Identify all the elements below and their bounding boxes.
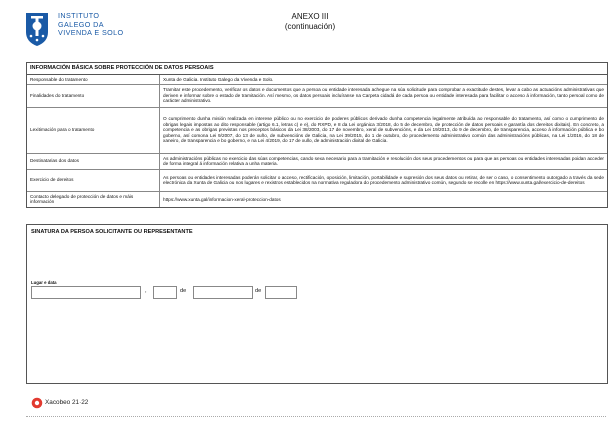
footer-logo	[31, 397, 131, 409]
place-date-label: Lugar e data	[31, 280, 57, 285]
row-label: Destinatarias dos datos	[27, 153, 160, 169]
footer-brand: Xacobeo 21·22	[45, 399, 89, 406]
day-field[interactable]	[153, 286, 177, 299]
place-field[interactable]	[31, 286, 141, 299]
galicia-emblem-icon	[22, 10, 52, 48]
footer-divider	[26, 416, 606, 417]
row-label: Lexitimación para o tratamento	[27, 107, 160, 153]
row-label: Finalidades do tratamento	[27, 84, 160, 107]
institution-name	[58, 12, 124, 38]
row-value: O cumprimento dunha misión realizada en interese público ou no exercicio de poderes públicos derivado dunha competencia legalmente atribuída ao responsable do tratamento, así como o cumprimento de obrigas legais impostas ao dito responsable (artigo 6.1, letras c) e e), do RXPD, e 8 da Lei orgánica 3/2018, do 5 de decembro, de protección de datos persoais e garantía dos dereitos dixitais). En concreto, a competencia e as obrigas previstas nos preceptos básicos da Lei 38/2003, do 17 de novembro, xeral de subvencións, e da Lei 19/2013, do 9 de decembro, de transparencia, acceso á información pública e bo goberno, así comona Lei 9/2007, do 13 de xuño, de subvencións de Galicia, na Lei 39/2015, do 1 de outubro, do procedemento administrativo común das administracións públicas, na Lei 1/2016, do 18 de xaneiro, de transparencia e bo goberno, e na Lei 4/2019, do 17 de xullo, de administración dixital de Galicia.	[160, 107, 608, 153]
table-row	[27, 75, 607, 84]
row-value: As persoas ou entidades interesadas poderán solicitar o acceso, rectificación, oposición, limitación, portabilidade e supresión dos seus datos ou retirar, de ser o caso, o consentimento outorgado a través da sede electrónica da Xunta de Galicia ou nos lugares e rexistros establecidos na normativa reguladora do procedemento administrativo común, segundo se recolle en https://www.xunta.gal/exercicio-de-dereitos	[160, 169, 608, 191]
data-protection-table	[27, 75, 607, 207]
row-label: Contacto delegado de protección de datos e máis información	[27, 191, 160, 207]
table-row	[27, 191, 607, 207]
row-value: Xunta de Galicia. Instituto Galego da Vivenda e Solo.	[163, 76, 274, 82]
de-separator: de	[180, 288, 187, 294]
page-header	[0, 0, 615, 55]
row-value: Tramitar este procedemento, verificar os datos e documentos que a persoa ou entidade interesada achegue na súa solicitude para comprobar a exactitude destes, levar a cabo as actuacións administrativas que deriven e informar sobre o estado de tramitación. Así mesmo, os datos persoais incluíranse na Carpeta cidadá de cada persoa ou entidade interesada para facilitar o acceso á información, tanto persoal como de carácter administrativo.	[160, 84, 608, 107]
annex-subtitle: (continuación)	[284, 22, 336, 31]
table-row	[27, 169, 607, 191]
logo-line: GALEGO DA	[58, 19, 104, 29]
logo-line: VIVENDA E SOLO	[58, 28, 124, 38]
comma-separator: ,	[145, 288, 147, 294]
table-row	[27, 107, 607, 153]
signature-title: SINATURA DA PERSOA SOLICITANTE OU REPRESENTANTE	[31, 229, 193, 235]
xacobeo-mark-icon	[31, 397, 43, 409]
annex-heading	[240, 12, 380, 32]
row-label: Responsable do tratamento	[27, 75, 160, 84]
logo-line: INSTITUTO	[58, 11, 100, 20]
annex-title: ANEXO III	[291, 12, 329, 21]
row-value: https://www.xunta.gal/informacion-xeral-proteccion-datos	[160, 191, 608, 207]
row-value: As administracións públicas no exercicio das súas competencias, cando sexa necesario para a tramitación e resolución dos seus procedementos ou para que as persoas ou entidades interesadas poidan acceder de forma integral á información relativa a unha materia.	[160, 153, 608, 169]
signature-section	[26, 224, 608, 384]
data-protection-title: INFORMACIÓN BÁSICA SOBRE PROTECCIÓN DE DATOS PERSOAIS	[27, 63, 607, 75]
month-field[interactable]	[193, 286, 253, 299]
table-row	[27, 84, 607, 107]
table-row	[27, 153, 607, 169]
institution-logo	[22, 10, 142, 50]
de-separator: de	[255, 288, 262, 294]
data-protection-section	[26, 62, 608, 208]
row-label: Exercicio de dereitos	[27, 169, 160, 191]
year-field[interactable]	[265, 286, 297, 299]
